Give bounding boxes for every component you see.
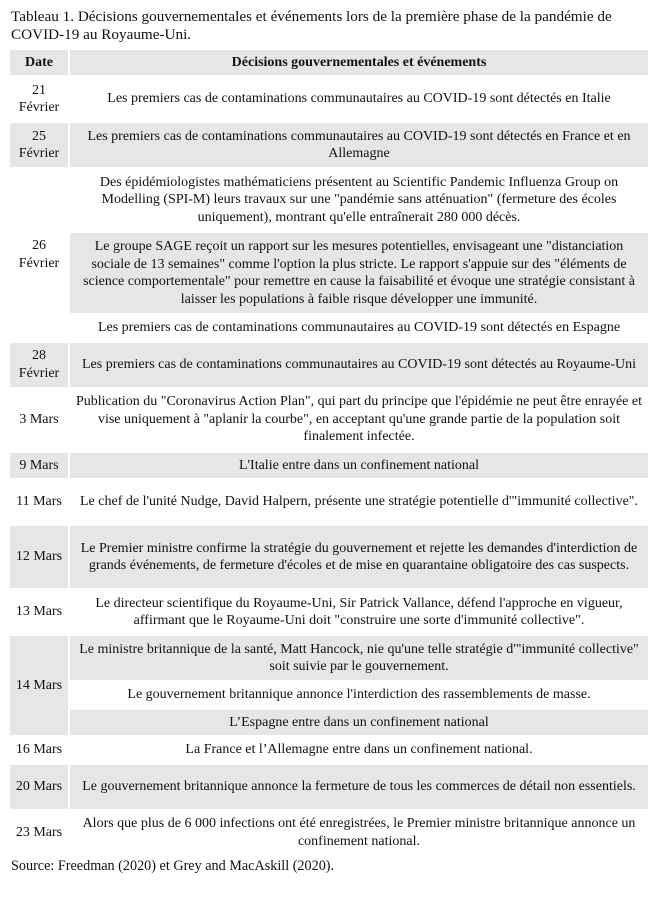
events-table [8,48,650,857]
row-date: 26 Février [10,169,68,341]
row-event: Le ministre britannique de la santé, Matt Hancock, nie qu'une telle stratégie d'"immunité collective" soit suivie par le gouvernement. [70,636,648,680]
row-event: L’Espagne entre dans un confinement national [70,710,648,736]
table-row [10,343,648,387]
table-caption: Tableau 1. Décisions gouvernementales et événements lors de la première phase de la pandémie de COVID-19 au Royaume-Uni. [11,8,612,43]
row-date: 20 Mars [10,765,68,809]
row-date: 3 Mars [10,389,68,451]
table-source: Source: Freedman (2020) et Grey and MacAskill (2020). [11,857,335,874]
row-event: L'Italie entre dans un confinement national [70,453,648,479]
row-event: Les premiers cas de contaminations communautaires au COVID-19 sont détectés en Italie [70,77,648,121]
header-date: Date [10,50,68,75]
row-event: Le gouvernement britannique annonce la fermeture de tous les commerces de détail non essentiels. [70,765,648,809]
table-row [10,123,648,167]
row-date: 12 Mars [10,526,68,588]
row-event: Le directeur scientifique du Royaume-Uni, Sir Patrick Vallance, défend l'approche en vigueur, affirmant que le Royaume-Uni doit "construire une sorte d'immunité collective". [70,590,648,634]
row-event: Alors que plus de 6 000 infections ont été enregistrées, le Premier ministre britannique annonce un confinement national. [70,811,648,855]
row-event: Le gouvernement britannique annonce l'interdiction des rassemblements de masse. [70,682,648,708]
table-row [10,636,648,680]
table-row [10,737,648,763]
row-date: 9 Mars [10,453,68,479]
row-event: Les premiers cas de contaminations communautaires au COVID-19 sont détectés en France et en Allemagne [70,123,648,167]
table-row [10,526,648,588]
row-date: 23 Mars [10,811,68,855]
row-event: Des épidémiologistes mathématiciens présentent au Scientific Pandemic Influenza Group on Modelling (SPI-M) leurs travaux sur une "pandémie sans atténuation" (fermeture des écoles uniquement), montrant qu'elle entraînerait 280 000 décès. [70,169,648,231]
row-date: 16 Mars [10,737,68,763]
row-event: Le groupe SAGE reçoit un rapport sur les mesures potentielles, envisageant une "distanciation sociale de 13 semaines" comme l'option la plus stricte. Le rapport s'appuie sur des "éléments de science comportementale" pour remettre en cause la faisabilité et évoque une stratégie consistant à laisser les populations à faible risque développer une immunité. [70,233,648,313]
row-event: Les premiers cas de contaminations communautaires au COVID-19 sont détectés en Espagne [70,315,648,341]
table-row [10,389,648,451]
row-date: 25 Février [10,123,68,167]
row-date: 21 Février [10,77,68,121]
row-event: Le chef de l'unité Nudge, David Halpern, présente une stratégie potentielle d'"immunité collective". [70,480,648,524]
row-date: 28 Février [10,343,68,387]
table-row [10,169,648,231]
table-row [10,233,648,313]
table-row [10,765,648,809]
row-event: La France et l’Allemagne entre dans un confinement national. [70,737,648,763]
header-events: Décisions gouvernementales et événements [70,50,648,75]
table-row [10,682,648,708]
table-row [10,77,648,121]
table-row [10,480,648,524]
row-date: 13 Mars [10,590,68,634]
row-event: Les premiers cas de contaminations communautaires au COVID-19 sont détectés au Royaume-Uni [70,343,648,387]
table-row [10,590,648,634]
row-event: Le Premier ministre confirme la stratégie du gouvernement et rejette les demandes d'interdiction de grands événements, de fermeture d'écoles et de mise en quarantaine obligatoire des cas suspects. [70,526,648,588]
table-row [10,453,648,479]
row-event: Publication du "Coronavirus Action Plan", qui part du principe que l'épidémie ne peut être enrayée et vise uniquement à "aplanir la courbe", en acceptant qu'une grande partie de la population soit finalement infectée. [70,389,648,451]
row-date: 14 Mars [10,636,68,735]
table-row [10,811,648,855]
row-date: 11 Mars [10,480,68,524]
table-row [10,315,648,341]
table-row [10,710,648,736]
